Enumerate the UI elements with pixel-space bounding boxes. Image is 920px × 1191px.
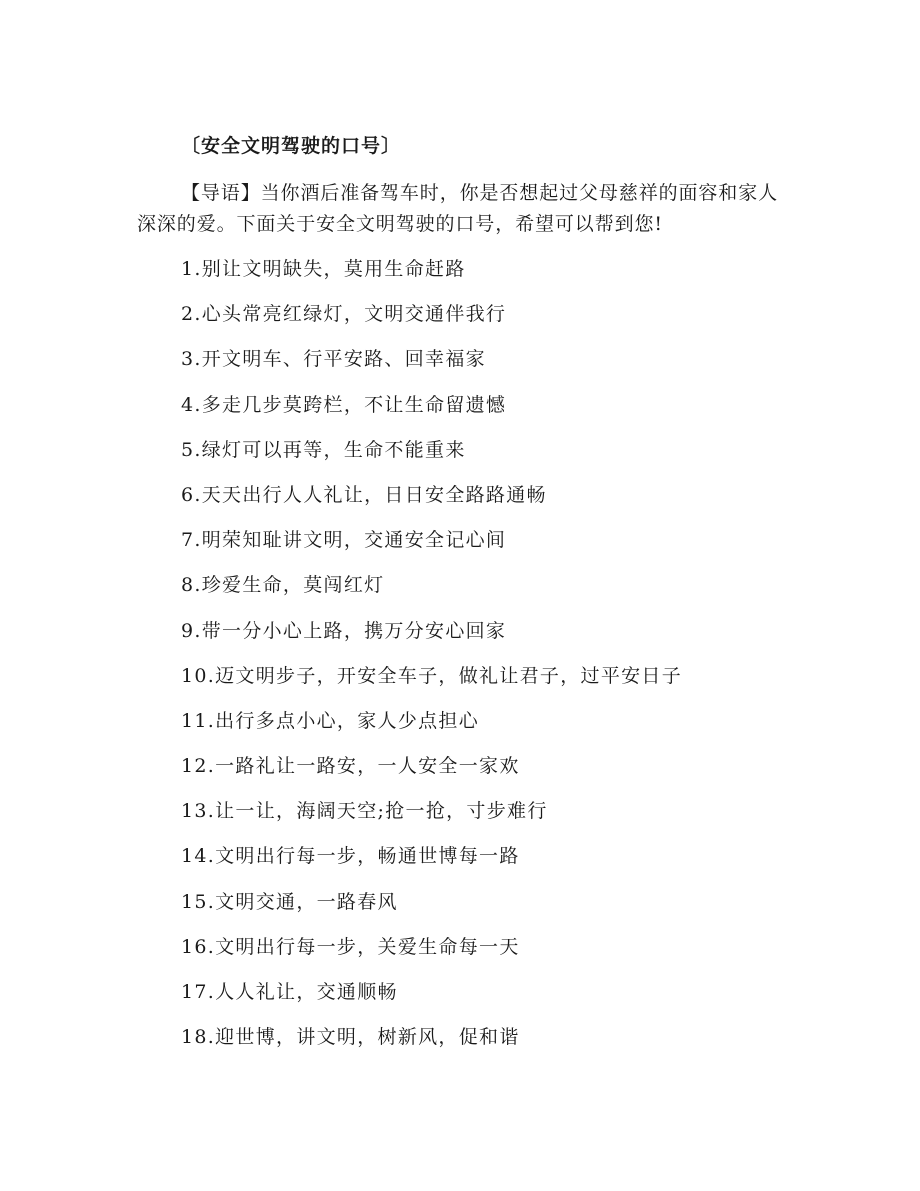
slogan-item: 4.多走几步莫跨栏，不让生命留遗憾 bbox=[181, 393, 507, 416]
document-title: 〔安全文明驾驶的口号〕 bbox=[181, 135, 402, 157]
slogan-item: 8.珍爱生命，莫闯红灯 bbox=[181, 574, 385, 597]
slogan-item: 3.开文明车、行平安路、回幸福家 bbox=[181, 348, 486, 371]
slogan-item: 7.明荣知耻讲文明，交通安全记心间 bbox=[181, 529, 507, 552]
slogan-item: 16.文明出行每一步，关爱生命每一天 bbox=[181, 935, 520, 958]
slogan-item: 13.让一让，海阔天空;抢一抢，寸步难行 bbox=[181, 800, 548, 823]
slogan-list bbox=[181, 255, 682, 1068]
slogan-item: 6.天天出行人人礼让，日日安全路路通畅 bbox=[181, 483, 547, 506]
intro-paragraph: 【导语】当你酒后准备驾车时，你是否想起过父母慈祥的面容和家人深深的爱。下面关于安全文明驾驶的口号，希望可以帮到您! bbox=[137, 182, 779, 235]
slogan-item: 15.文明交通，一路春风 bbox=[181, 890, 398, 913]
slogan-item: 11.出行多点小心，家人少点担心 bbox=[181, 709, 480, 732]
slogan-item: 17.人人礼让，交通顺畅 bbox=[181, 981, 398, 1003]
slogan-item: 5.绿灯可以再等，生命不能重来 bbox=[181, 438, 466, 461]
slogan-item: 2.心头常亮红绿灯，文明交通伴我行 bbox=[181, 303, 507, 326]
slogan-item: 1.别让文明缺失，莫用生命赶路 bbox=[181, 258, 466, 280]
slogan-item: 10.迈文明步子，开安全车子，做礼让君子，过平安日子 bbox=[181, 664, 683, 687]
slogan-item: 12.一路礼让一路安，一人安全一家欢 bbox=[181, 755, 520, 778]
slogan-item: 18.迎世博，讲文明，树新风，促和谐 bbox=[181, 1026, 520, 1049]
slogan-item: 9.带一分小心上路，携万分安心回家 bbox=[181, 619, 507, 642]
slogan-item: 14.文明出行每一步，畅通世博每一路 bbox=[181, 845, 520, 868]
